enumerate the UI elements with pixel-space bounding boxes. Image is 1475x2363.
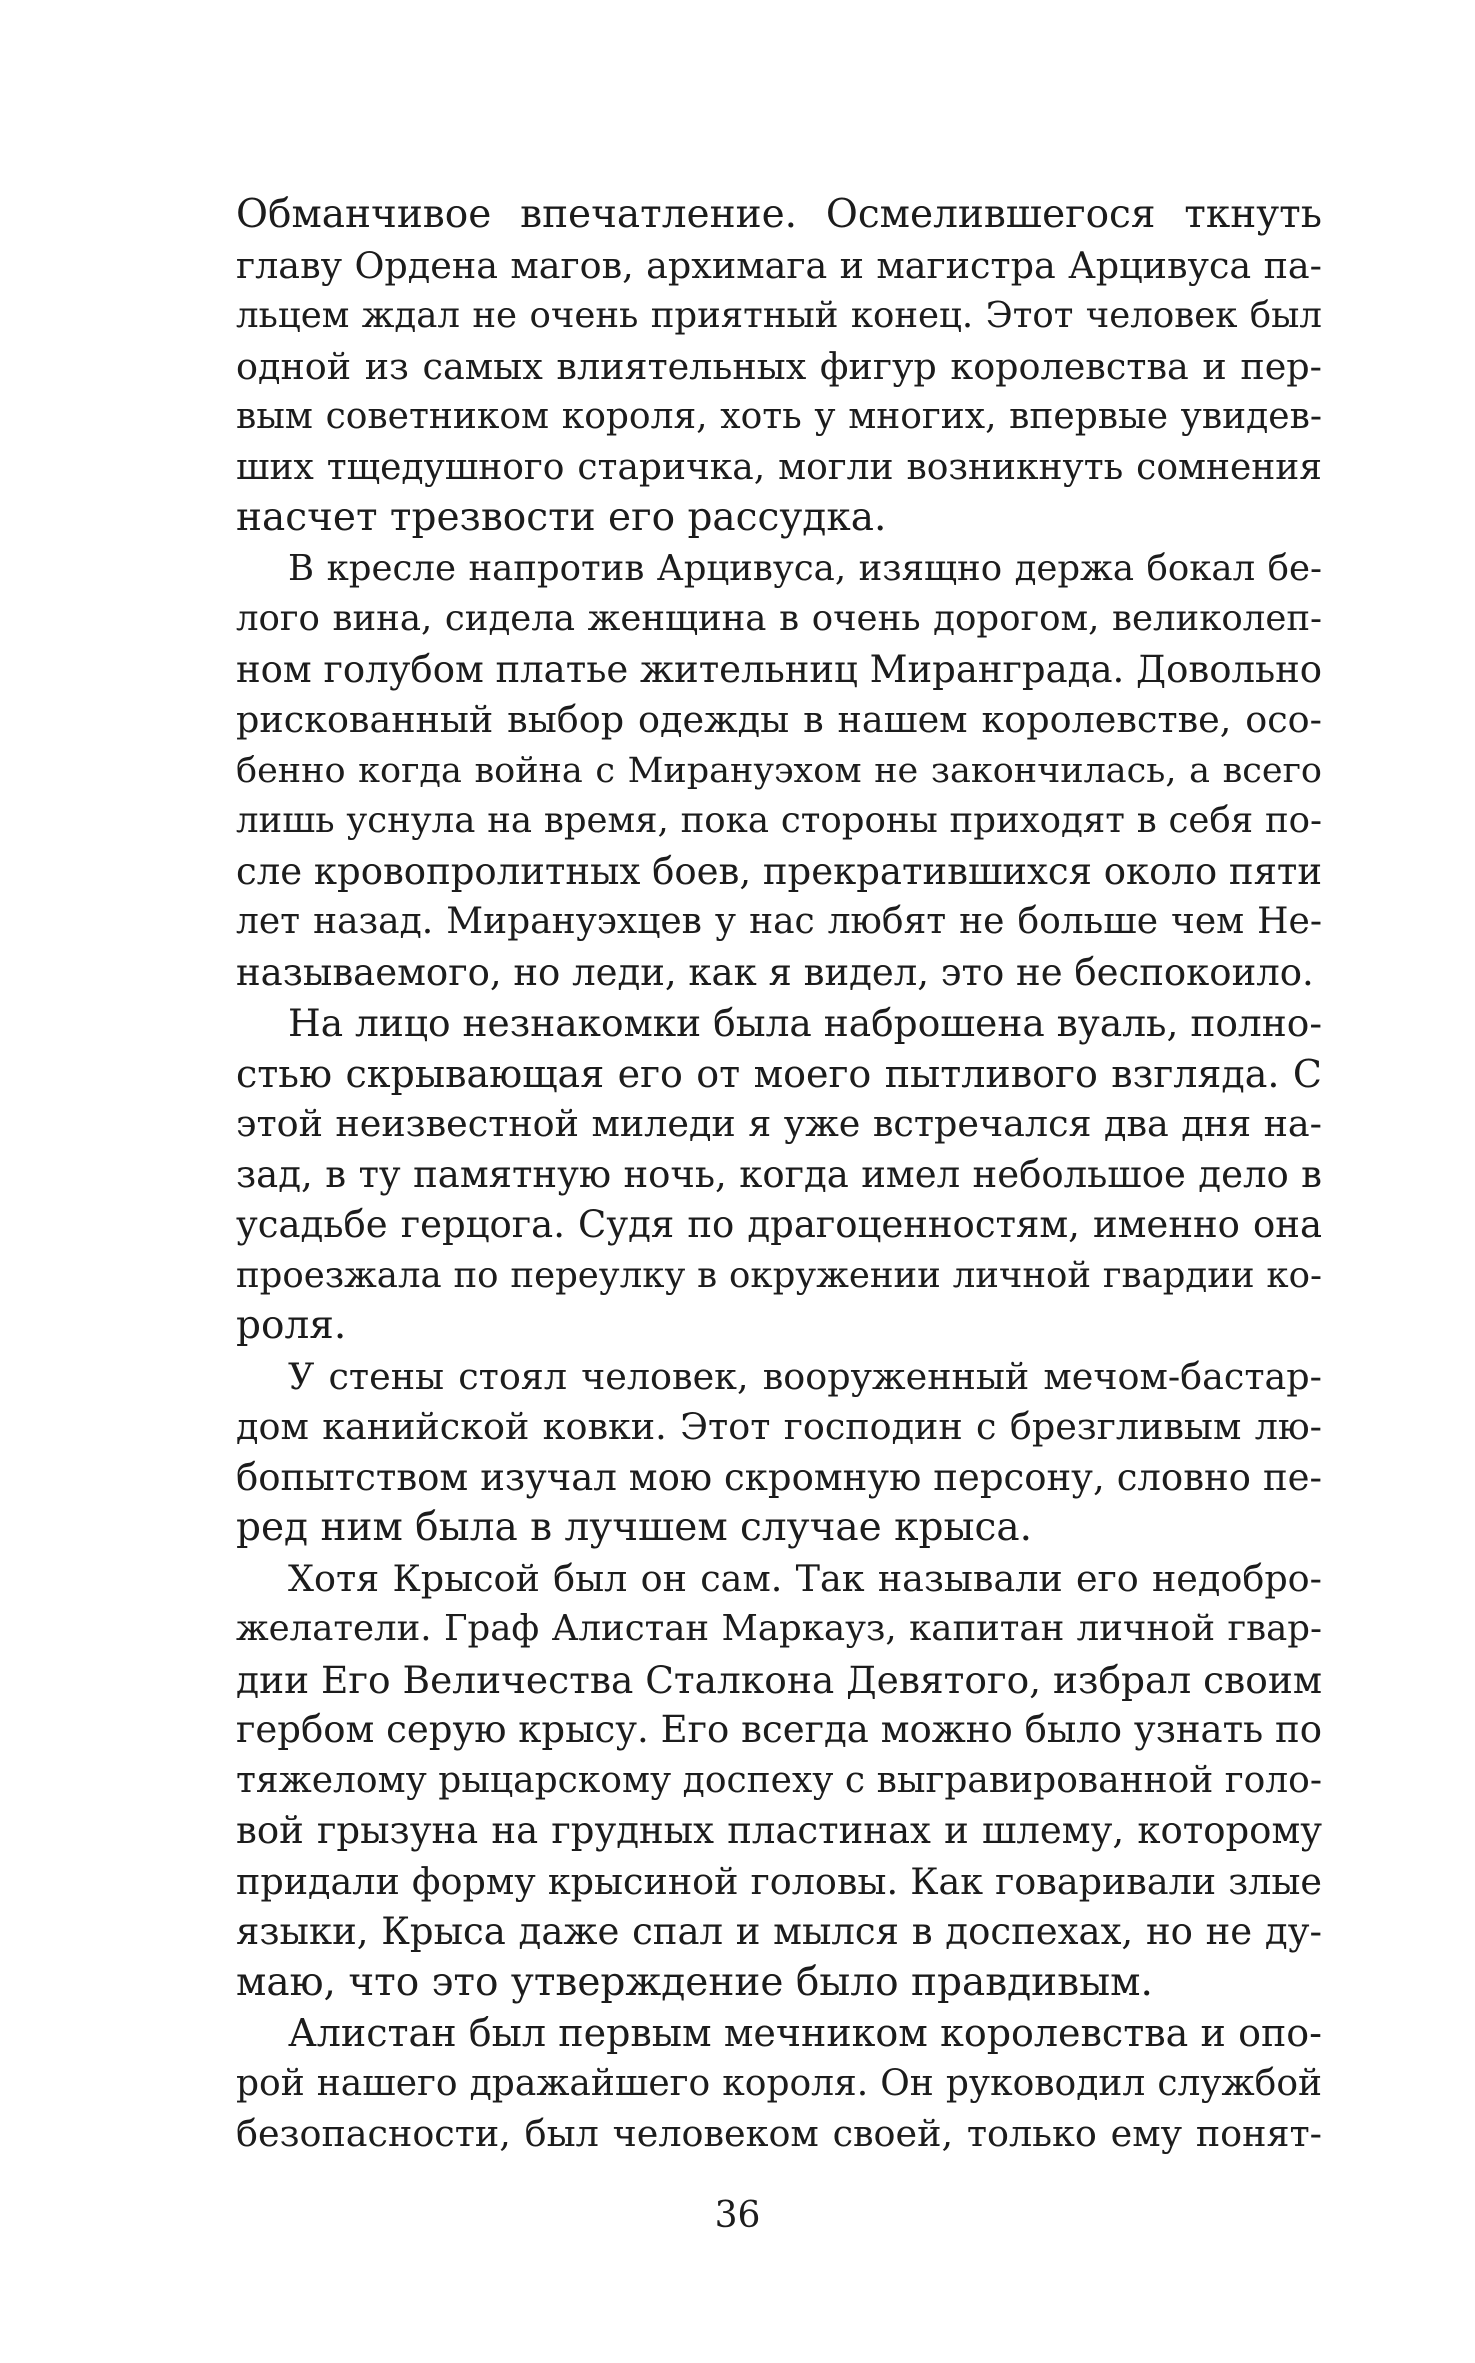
text-line: проезжала по переулку в окружении личной гвардии ко- (236, 1254, 1322, 1296)
text-line: главу Ордена магов, архимага и магистра Арцивуса па- (236, 243, 1322, 287)
text-line: роля. (236, 1303, 347, 1348)
paragraph (236, 544, 1322, 999)
paragraph (236, 1554, 1322, 2009)
text-line: дии Его Величества Сталкона Девятого, избрал своим (236, 1657, 1322, 1702)
text-line: рискованный выбор одежды в нашем королевстве, осо- (236, 698, 1322, 741)
paragraph (236, 2008, 1322, 2160)
text-line: одной из самых влиятельных фигур королевства и пер- (236, 344, 1322, 388)
text-line: этой неизвестной миледи я уже встречался два дня на- (236, 1102, 1322, 1145)
text-line: желатели. Граф Алистан Маркауз, капитан личной гвар- (236, 1608, 1322, 1649)
text-line: ших тщедушного старичка, могли возникнуть сомнения (236, 446, 1322, 488)
paragraph (236, 998, 1322, 1352)
text-line: безопасности, был человеком своей, только ему понят- (236, 2112, 1322, 2155)
text-line: маю, что это утверждение было правдивым. (236, 1959, 1153, 2005)
text-line: ред ним была в лучшем случае крыса. (236, 1505, 1032, 1550)
text-line: вой грызуна на грудных пластинах и шлему, которому (236, 1809, 1322, 1852)
text-line: тяжелому рыцарскому доспеху с выгравированной голо- (236, 1759, 1322, 1801)
text-line: усадьбе герцога. Судя по драгоценностям, именно она (236, 1203, 1322, 1246)
text-line: стью скрывающая его от моего пытливого взгляда. С (236, 1051, 1322, 1096)
text-line: ном голубом платье жительниц Миранграда. Довольно (236, 647, 1322, 691)
text-line: Хотя Крысой был он сам. Так называли его недобро- (288, 1556, 1322, 1600)
text-line: дом канийской ковки. Этот господин с брезгливым лю- (236, 1405, 1322, 1448)
text-line: лого вина, сидела женщина в очень дорогом, великолеп- (236, 598, 1322, 639)
text-line: лет назад. Мирануэхцев у нас любят не больше чем Не- (236, 901, 1322, 942)
body-text (236, 190, 1322, 2160)
text-line: языки, Крыса даже спал и мылся в доспехах, но не ду- (236, 1910, 1322, 1953)
text-line: вым советником короля, хоть у многих, впервые увидев- (236, 396, 1322, 437)
text-line: На лицо незнакомки была наброшена вуаль, полно- (288, 1001, 1322, 1045)
text-line: У стены стоял человек, вооруженный мечом-бастар- (288, 1354, 1322, 1398)
text-line: лишь уснула на время, пока стороны приходят в себя по- (236, 800, 1322, 841)
paragraph (236, 190, 1322, 544)
text-line: насчет трезвости его рассудка. (236, 495, 887, 540)
text-line: бопытством изучал мою скромную персону, словно пе- (236, 1455, 1322, 1499)
text-line: Алистан был первым мечником королевства и опо- (288, 2011, 1322, 2055)
text-line: Обманчивое впечатление. Осмелившегося ткнуть (236, 192, 1322, 237)
text-line: называемого, но леди, как я видел, это не беспокоило. (236, 950, 1314, 994)
text-line: сле кровопролитных боев, прекратившихся около пяти (236, 849, 1322, 893)
paragraph (236, 1352, 1322, 1554)
page-number: 36 (714, 2195, 761, 2236)
text-line: гербом серую крысу. Его всегда можно было узнать по (236, 1708, 1322, 1751)
text-line: придали форму крысиной головы. Как говаривали злые (236, 1859, 1322, 1903)
text-line: рой нашего дражайшего короля. Он руководил службой (236, 2062, 1322, 2104)
text-line: В кресле напротив Арцивуса, изящно держа бокал бе- (288, 547, 1322, 589)
text-line: льцем ждал не очень приятный конец. Этот человек был (236, 295, 1322, 336)
text-line: бенно когда война с Мирануэхом не закончилась, а всего (236, 750, 1322, 791)
text-line: зад, в ту памятную ночь, когда имел небольшое дело в (236, 1152, 1322, 1196)
